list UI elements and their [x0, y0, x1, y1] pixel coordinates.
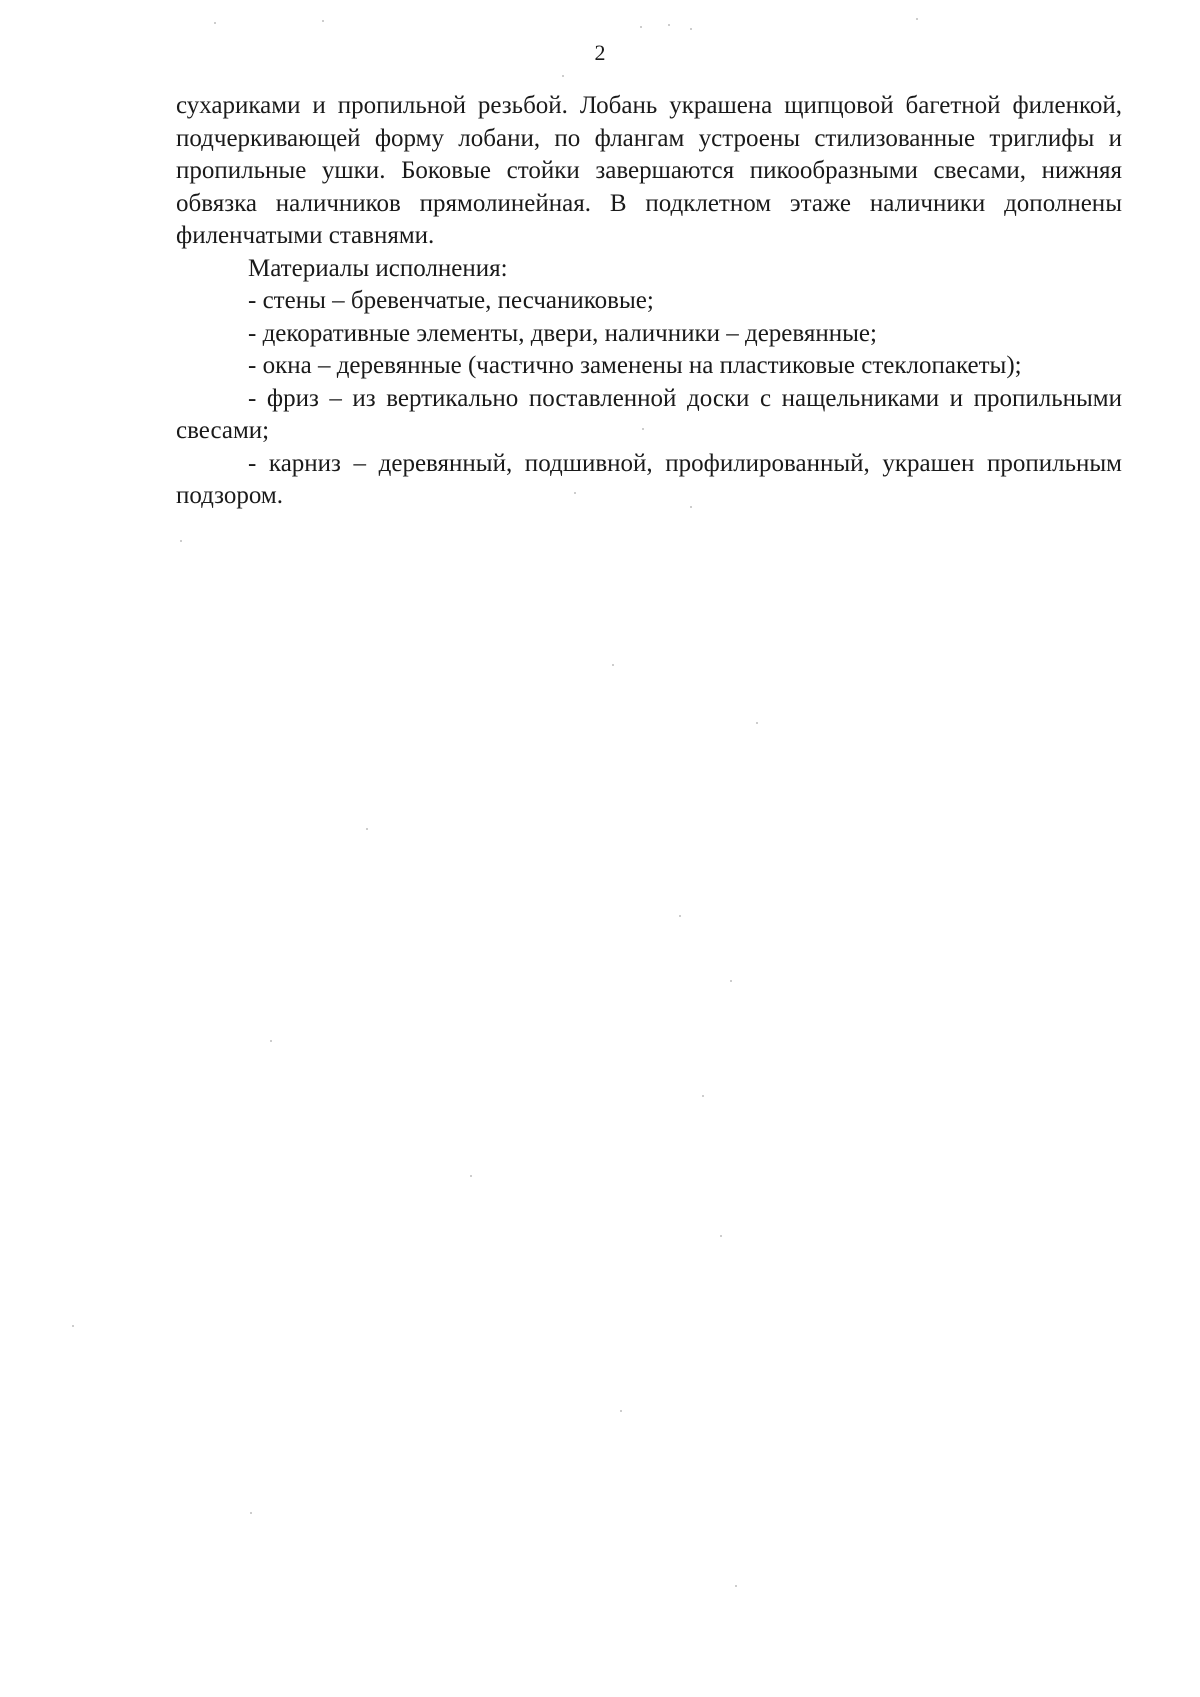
- scan-speck: [470, 1175, 472, 1177]
- scan-speck: [612, 664, 614, 666]
- scan-speck: [702, 1095, 704, 1097]
- scan-speck: [214, 22, 216, 24]
- scan-speck: [730, 980, 732, 982]
- scan-speck: [620, 1410, 622, 1412]
- scan-speck: [756, 722, 758, 724]
- scan-speck: [574, 492, 576, 494]
- scan-speck: [322, 20, 324, 22]
- materials-item-cornice: - карниз – деревянный, подшивной, профилированный, украшен пропильным подзором.: [176, 449, 1122, 509]
- materials-item-frieze: - фриз – из вертикально поставленной доски с нащельниками и пропильными свесами;: [176, 384, 1122, 444]
- scan-speck: [250, 1512, 252, 1514]
- materials-item-windows: - окна – деревянные (частично заменены на пластиковые стеклопакеты);: [248, 352, 1022, 379]
- materials-item-walls: - стены – бревенчатые, песчаниковые;: [248, 287, 654, 314]
- scan-speck: [642, 428, 644, 430]
- scan-speck: [679, 915, 681, 917]
- scan-speck: [270, 1040, 272, 1042]
- scan-speck: [72, 1325, 74, 1327]
- materials-item-decor: - декоративные элементы, двери, наличники – деревянные;: [248, 319, 877, 347]
- document-body: [176, 90, 1122, 513]
- scan-speck: [668, 24, 670, 26]
- scan-speck: [735, 1585, 737, 1587]
- page-number: 2: [594, 40, 606, 65]
- scan-speck: [720, 1235, 722, 1237]
- paragraph-continued: сухариками и пропильной резьбой. Лобань украшена щипцовой багетной филенкой, подчеркивающей форму лобани, по флангам устроены стилизованные триглифы и пропильные ушки. Боковые стойки завершаются пикообразными свесами, нижняя обвязка наличников прямолинейная. В подклетном этаже наличники дополнены филенчатыми ставнями.: [176, 92, 1122, 249]
- scan-speck: [916, 18, 918, 20]
- scan-speck: [562, 75, 564, 77]
- scan-speck: [366, 828, 368, 830]
- scan-speck: [640, 26, 642, 28]
- materials-heading: Материалы исполнения:: [248, 254, 508, 282]
- scan-speck: [690, 28, 692, 30]
- scan-speck: [690, 506, 692, 508]
- scan-speck: [180, 540, 182, 542]
